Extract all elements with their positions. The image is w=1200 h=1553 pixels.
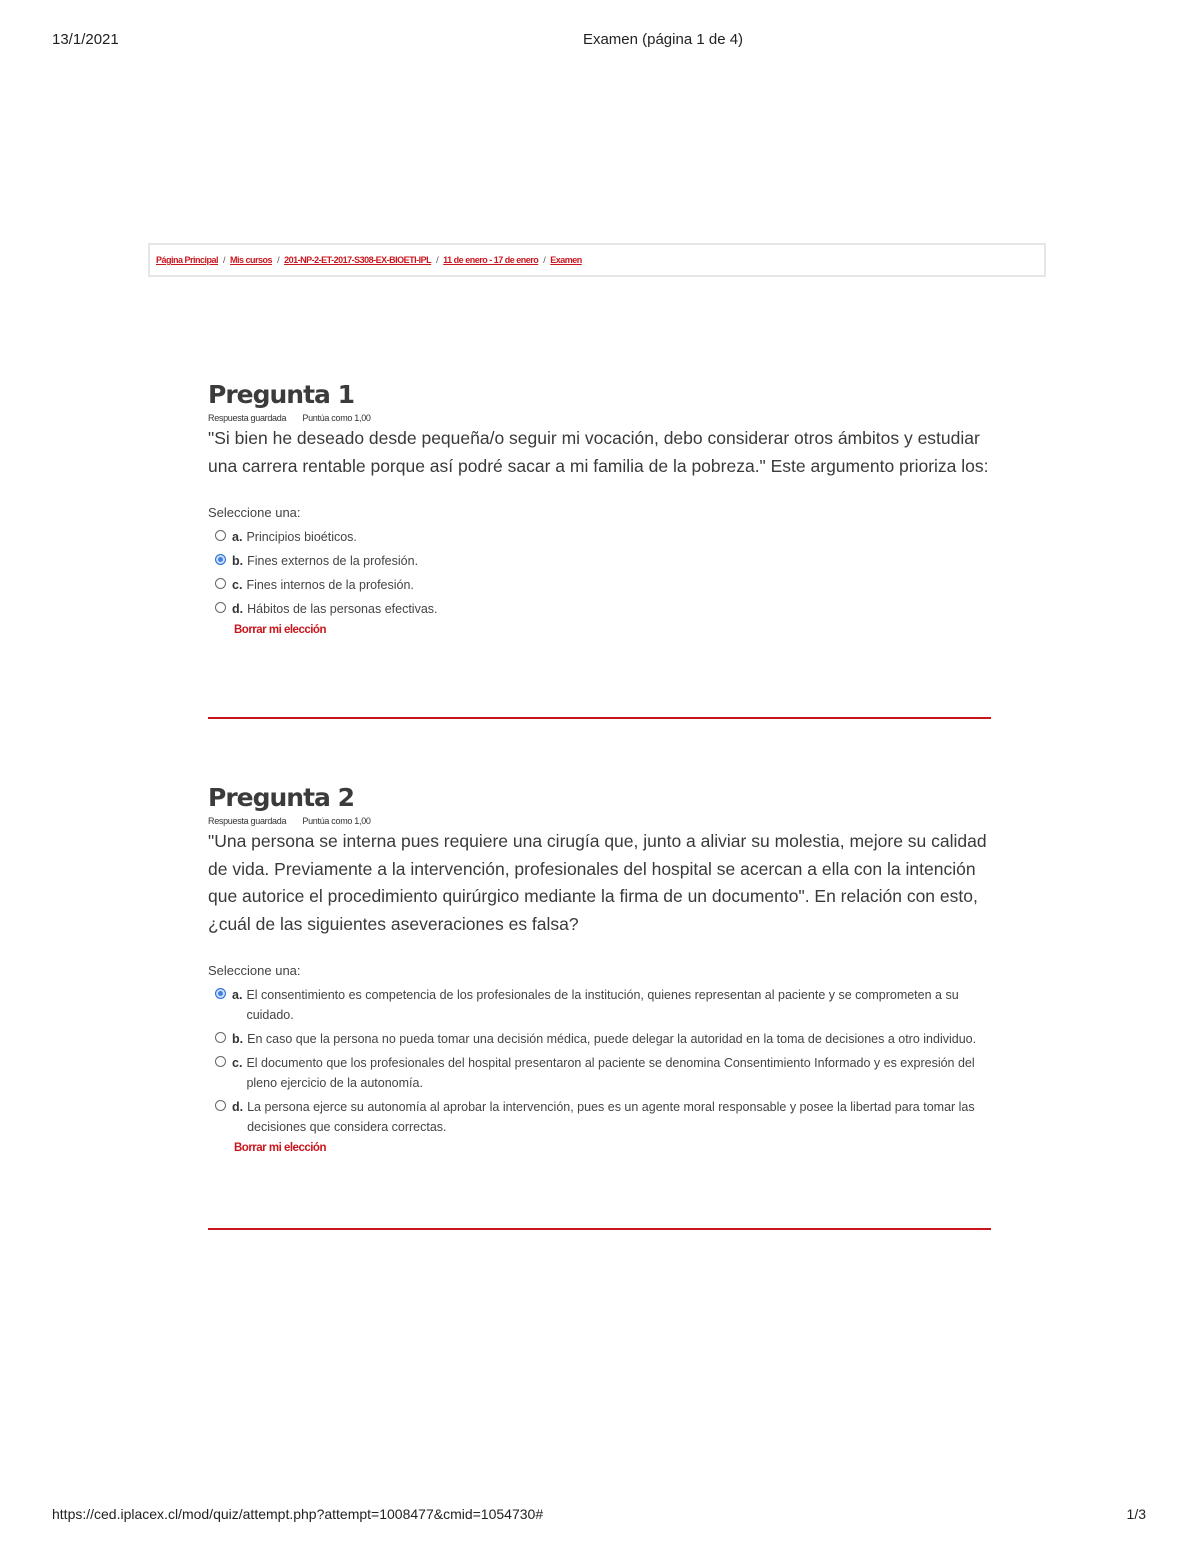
question-title: Pregunta 1	[208, 380, 355, 409]
clear-choice-link[interactable]: Borrar mi elección	[234, 1142, 326, 1154]
radio-button[interactable]	[215, 602, 226, 613]
breadcrumb-exam[interactable]: Examen	[550, 255, 582, 265]
answer-option-c[interactable]	[208, 575, 992, 595]
answer-letter: c.	[232, 578, 243, 592]
breadcrumb-my-courses[interactable]: Mis cursos	[230, 255, 273, 265]
answer-letter: c.	[232, 1056, 243, 1070]
answer-text: La persona ejerce su autonomía al aprobar la intervención, pues es un agente moral responsable y posee la libertad para tomar las decisiones que considera correctas.	[247, 1100, 975, 1134]
answer-letter: a.	[232, 988, 243, 1002]
question-divider	[208, 1228, 991, 1230]
answer-letter: d.	[232, 1100, 244, 1114]
answer-text: Fines externos de la profesión.	[247, 554, 419, 568]
answer-letter: d.	[232, 602, 244, 616]
answer-letter: b.	[232, 1032, 244, 1046]
radio-button[interactable]	[215, 578, 226, 589]
answer-text: Hábitos de las personas efectivas.	[247, 602, 438, 616]
answer-option-a[interactable]	[208, 527, 992, 547]
answer-text: En caso que la persona no pueda tomar una decisión médica, puede delegar la autoridad en la toma de decisiones a otro individuo.	[247, 1032, 977, 1046]
radio-button-selected[interactable]	[215, 988, 226, 999]
print-date: 13/1/2021	[52, 31, 119, 48]
answer-options	[208, 527, 992, 619]
radio-button-selected[interactable]	[215, 554, 226, 565]
question-info	[208, 413, 992, 423]
breadcrumb-separator: /	[436, 255, 439, 265]
question-status: Respuesta guardada	[208, 816, 287, 826]
answer-text: Principios bioéticos.	[246, 530, 357, 544]
print-title: Examen (página 1 de 4)	[582, 31, 744, 48]
question-1	[208, 380, 992, 636]
question-2	[208, 783, 992, 1154]
answer-text: El consentimiento es competencia de los profesionales de la institución, quienes representan al paciente y se comprometen a su cuidado.	[246, 988, 959, 1022]
radio-button[interactable]	[215, 1032, 226, 1043]
breadcrumb-home[interactable]: Página Principal	[156, 255, 219, 265]
answer-option-d[interactable]	[208, 1097, 992, 1137]
answer-letter: a.	[232, 530, 243, 544]
breadcrumb-course[interactable]: 201-NP-2-ET-2017-S308-EX-BIOETI-IPL	[284, 255, 432, 265]
breadcrumb-separator: /	[543, 255, 546, 265]
question-info	[208, 816, 992, 826]
print-url: https://ced.iplacex.cl/mod/quiz/attempt.php?attempt=1008477&cmid=1054730#	[52, 1506, 544, 1522]
answer-prompt: Seleccione una:	[208, 505, 301, 520]
answer-letter: b.	[232, 554, 244, 568]
question-title: Pregunta 2	[208, 783, 355, 812]
answer-option-b[interactable]	[208, 1029, 992, 1049]
radio-button[interactable]	[215, 530, 226, 541]
breadcrumb-week[interactable]: 11 de enero - 17 de enero	[443, 255, 539, 265]
answer-option-b[interactable]	[208, 551, 992, 571]
answer-option-c[interactable]	[208, 1053, 992, 1093]
answer-text: El documento que los profesionales del hospital presentaron al paciente se denomina Consentimiento Informado y es expresión del pleno ejercicio de la autonomía.	[246, 1056, 975, 1090]
answer-option-d[interactable]	[208, 599, 992, 619]
question-divider	[208, 717, 991, 719]
question-score: Puntúa como 1,00	[302, 413, 371, 423]
clear-choice-link[interactable]: Borrar mi elección	[234, 624, 326, 636]
print-page-number: 1/3	[1126, 1506, 1146, 1522]
answer-option-a[interactable]	[208, 985, 992, 1025]
question-text: "Una persona se interna pues requiere una cirugía que, junto a aliviar su molestia, mejore su calidad de vida. Previamente a la intervención, profesionales del hospital se acercan a ella con la intención que autorice el procedimiento quirúrgico mediante la firma de un documento". En relación con esto, ¿cuál de las siguientes aseveraciones es falsa?	[208, 831, 987, 934]
radio-button[interactable]	[215, 1056, 226, 1067]
answer-text: Fines internos de la profesión.	[246, 578, 414, 592]
breadcrumb	[148, 243, 1046, 277]
breadcrumb-separator: /	[223, 255, 226, 265]
question-status: Respuesta guardada	[208, 413, 287, 423]
question-score: Puntúa como 1,00	[302, 816, 371, 826]
answer-options	[208, 985, 992, 1137]
question-text: "Si bien he deseado desde pequeña/o seguir mi vocación, debo considerar otros ámbitos y estudiar una carrera rentable porque así podré sacar a mi familia de la pobreza." Este argumento prioriza los:	[208, 428, 989, 476]
breadcrumb-separator: /	[277, 255, 280, 265]
radio-button[interactable]	[215, 1100, 226, 1111]
answer-prompt: Seleccione una:	[208, 963, 301, 978]
